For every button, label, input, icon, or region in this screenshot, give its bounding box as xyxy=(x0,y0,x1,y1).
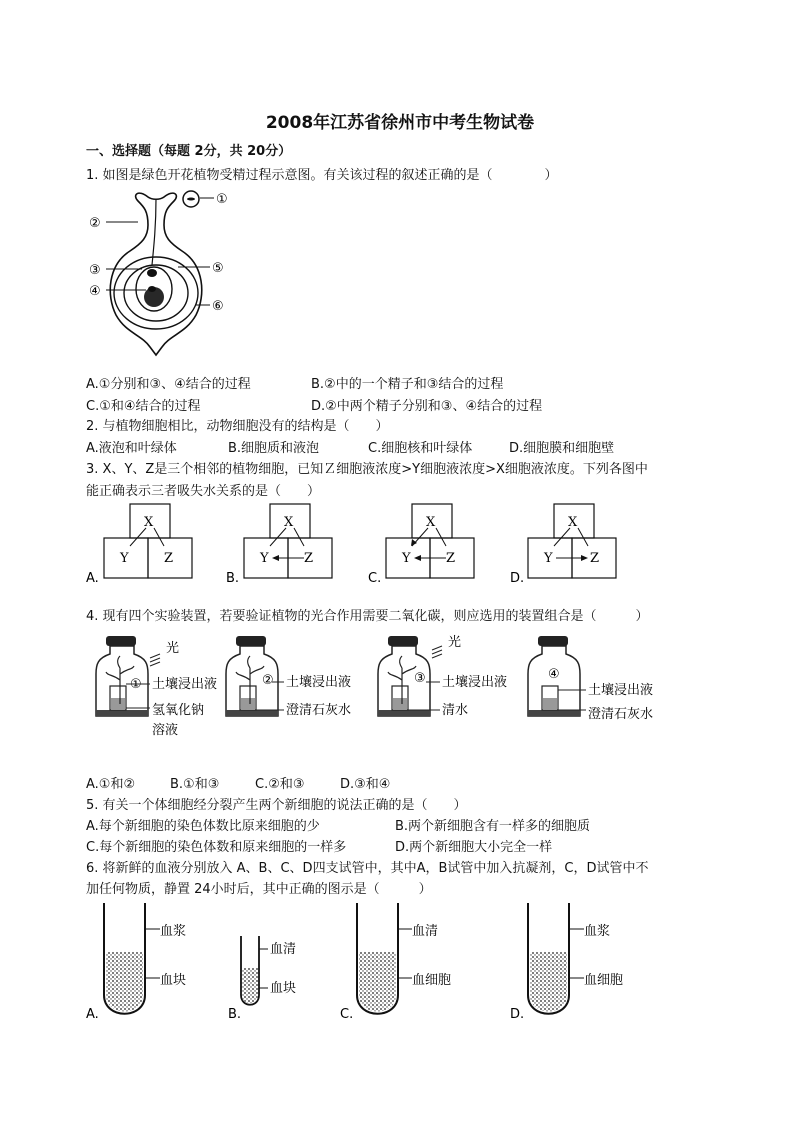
light-label: 光 xyxy=(448,635,462,650)
q3-option-a: A. xyxy=(86,571,99,586)
cell-z: Z xyxy=(446,551,456,566)
lime-water-label: 澄清石灰水 xyxy=(588,707,654,722)
q6-option-a: A. xyxy=(86,1007,99,1022)
q5-option-a: A.每个新细胞的染色体数比原来细胞的少 xyxy=(86,819,320,834)
tube-d-blood-cell: 血细胞 xyxy=(584,973,624,988)
naoh-label-2: 溶液 xyxy=(152,723,179,738)
cell-x: X xyxy=(284,515,294,530)
q5-option-d: D.两个新细胞大小完全一样 xyxy=(395,840,553,855)
q6-stem-line1: 6. 将新鲜的血液分别放入 A、B、C、D四支试管中，其中A，B试管中加入抗凝剂，C，D试管中不 xyxy=(86,861,649,876)
q2-option-a: A.液泡和叶绿体 xyxy=(86,441,177,456)
q1-option-d: D.②中两个精子分别和③、④结合的过程 xyxy=(311,399,543,414)
page-title: 2008年江苏省徐州市中考生物试卷 xyxy=(265,113,535,133)
label-5: ⑤ xyxy=(212,261,224,276)
apparatus-num-4: ④ xyxy=(548,667,560,682)
q3-option-b: B. xyxy=(226,571,240,586)
q5-option-c: C.每个新细胞的染色体数和原来细胞的一样多 xyxy=(86,840,347,855)
q5-option-b: B.两个新细胞含有一样多的细胞质 xyxy=(395,819,591,834)
label-4: ④ xyxy=(89,284,101,299)
soil-extract-label: 土壤浸出液 xyxy=(152,677,218,692)
q4-option-d: D.③和④ xyxy=(340,777,391,792)
q2-option-d: D.细胞膜和细胞壁 xyxy=(509,441,615,456)
cell-z: Z xyxy=(164,551,174,566)
q3-stem-line1: 3. X、Y、Z是三个相邻的植物细胞，已知Ｚ细胞液浓度>Y细胞液浓度>X细胞液浓度。下列各图中 xyxy=(86,462,648,477)
q3-option-d: D. xyxy=(510,571,525,586)
cell-x: X xyxy=(426,515,436,530)
cell-x: X xyxy=(144,515,154,530)
q6-option-d: D. xyxy=(510,1007,525,1022)
tube-b-clot: 血块 xyxy=(270,981,297,996)
water-label: 清水 xyxy=(442,703,469,718)
apparatus-num-3: ③ xyxy=(414,671,426,686)
q1-option-c: C.①和④结合的过程 xyxy=(86,399,201,414)
q6-stem-line2: 加任何物质，静置 24小时后，其中正确的图示是（ ） xyxy=(86,882,432,897)
q4-option-b: B.①和③ xyxy=(170,777,220,792)
cell-y: Y xyxy=(120,551,129,566)
q2-option-c: C.细胞核和叶绿体 xyxy=(368,441,473,456)
light-label: 光 xyxy=(166,641,180,656)
q6-option-c: C. xyxy=(340,1007,354,1022)
soil-extract-label: 土壤浸出液 xyxy=(286,675,352,690)
tube-b-serum: 血清 xyxy=(270,942,297,957)
soil-extract-label: 土壤浸出液 xyxy=(588,683,654,698)
cell-y: Y xyxy=(260,551,269,566)
apparatus-num-2: ② xyxy=(262,673,274,688)
q4-option-c: C.②和③ xyxy=(255,777,305,792)
cell-y: Y xyxy=(544,551,553,566)
label-1: ① xyxy=(216,192,228,207)
q5-stem: 5. 有关一个体细胞经分裂产生两个新细胞的说法正确的是（ ） xyxy=(86,798,467,813)
cell-y: Y xyxy=(402,551,411,566)
q1-option-a: A.①分别和③、④结合的过程 xyxy=(86,377,251,392)
tube-d-plasma: 血浆 xyxy=(584,924,611,939)
cell-z: Z xyxy=(590,551,600,566)
cell-z: Z xyxy=(304,551,314,566)
tube-a-clot: 血块 xyxy=(160,973,187,988)
q1-option-b: B.②中的一个精子和③结合的过程 xyxy=(311,377,504,392)
soil-extract-label: 土壤浸出液 xyxy=(442,675,508,690)
label-3: ③ xyxy=(89,263,101,278)
apparatus-num-1: ① xyxy=(130,677,142,692)
label-2: ② xyxy=(89,216,101,231)
naoh-label: 氢氧化钠 xyxy=(152,703,205,718)
q2-option-b: B.细胞质和液泡 xyxy=(228,441,320,456)
label-6: ⑥ xyxy=(212,299,224,314)
lime-water-label: 澄清石灰水 xyxy=(286,703,352,718)
tube-a-plasma: 血浆 xyxy=(160,924,187,939)
q3-stem-line2: 能正确表示三者吸失水关系的是（ ） xyxy=(86,484,321,499)
section-heading: 一、选择题（每题 2分，共 20分） xyxy=(86,144,292,159)
q4-stem: 4. 现有四个实验装置，若要验证植物的光合作用需要二氧化碳，则应选用的装置组合是（ ） xyxy=(86,609,649,624)
q1-stem: 1. 如图是绿色开花植物受精过程示意图。有关该过程的叙述正确的是（ ） xyxy=(86,168,558,183)
q2-stem: 2. 与植物细胞相比，动物细胞没有的结构是（ ） xyxy=(86,419,389,434)
cell-x: X xyxy=(568,515,578,530)
q4-option-a: A.①和② xyxy=(86,777,136,792)
tube-c-serum: 血清 xyxy=(412,924,439,939)
q6-option-b: B. xyxy=(228,1007,242,1022)
tube-c-blood-cell: 血细胞 xyxy=(412,973,452,988)
q3-option-c: C. xyxy=(368,571,382,586)
